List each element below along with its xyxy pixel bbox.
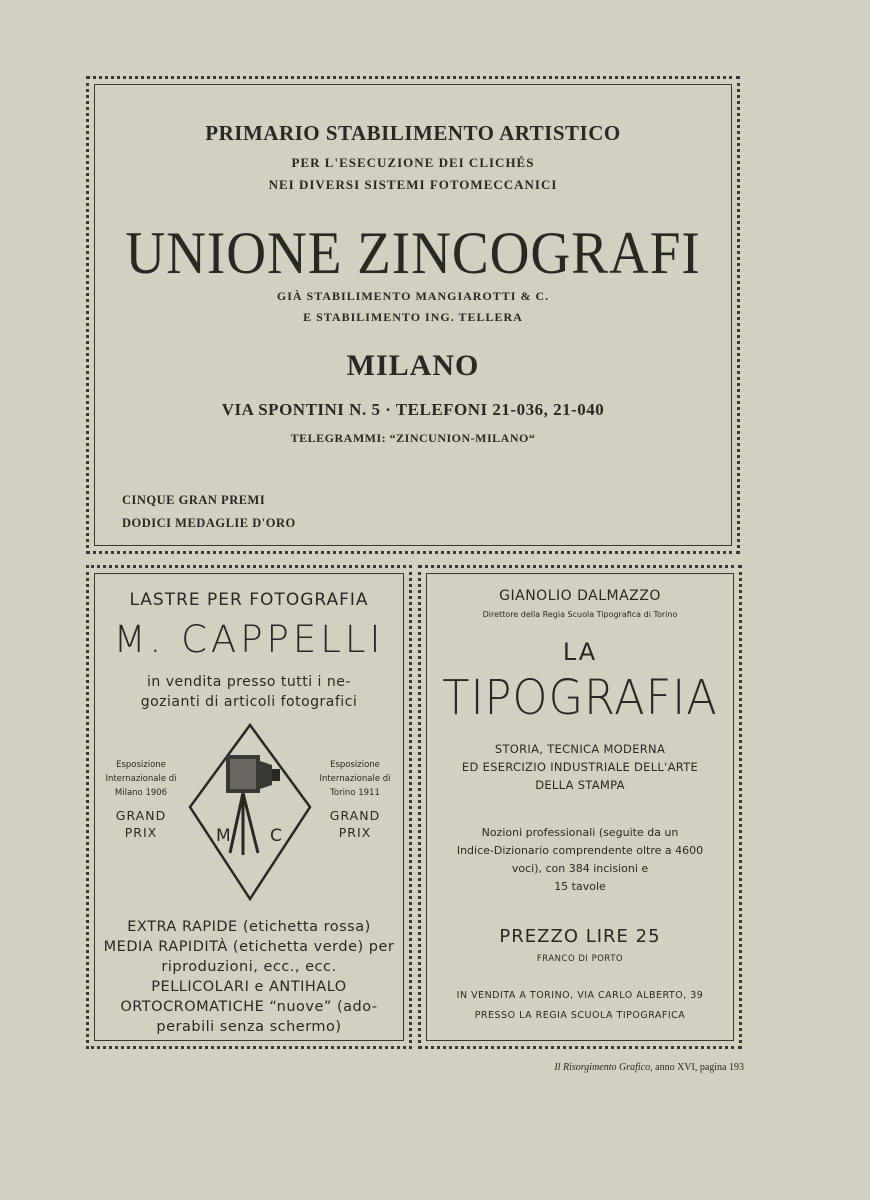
book-title-article: LA	[562, 638, 598, 666]
address-line: VIA SPONTINI N. 5 · TELEFONI 21-036, 21-040	[221, 400, 605, 419]
exhibition-line: Internazionale di	[319, 774, 391, 784]
exhibition-line: Esposizione	[330, 760, 380, 770]
notes-line: voci), con 384 incisioni e	[511, 862, 649, 875]
city-name: MILANO	[346, 349, 480, 382]
brand-name: M. CAPPELLI	[113, 618, 385, 661]
awards-line: CINQUE GRAN PREMI	[122, 493, 266, 507]
grand-prix-label	[315, 807, 395, 841]
price: PREZZO LIRE 25	[499, 926, 661, 947]
product-line: ORTOCROMATICHE “nuove” (ado-	[120, 999, 378, 1015]
description-line: ED ESERCIZIO INDUSTRIALE DELL'ARTE	[461, 760, 699, 774]
author-name: GIANOLIO DALMAZZO	[499, 588, 661, 604]
exhibition-line: Esposizione	[116, 760, 166, 770]
prize-line: PRIX	[338, 825, 372, 840]
ad-subline: NEI DIVERSI SISTEMI FOTOMECCANICI	[268, 177, 558, 192]
prize-line: GRAND	[329, 808, 381, 823]
notes-line: Nozioni professionali (seguite da un	[481, 826, 679, 839]
description-line: STORIA, TECNICA MODERNA	[494, 742, 666, 756]
product-line: EXTRA RAPIDE (etichetta rossa)	[127, 919, 371, 935]
camera-logo	[186, 723, 314, 903]
diamond-frame	[190, 725, 310, 899]
former-name-line: GIÀ STABILIMENTO MANGIAROTTI & C.	[276, 289, 550, 303]
notes-line: Indice-Dizionario comprendente oltre a 4600	[456, 844, 704, 857]
author-title: Direttore della Regia Scuola Tipografica di Torino	[482, 610, 678, 619]
exhibition-line: Torino 1911	[330, 788, 380, 798]
product-line: MEDIA RAPIDITÀ (etichetta verde) per	[103, 939, 395, 955]
issue-info: anno XVI, pagina 193	[655, 1062, 744, 1073]
page-footer	[554, 1062, 744, 1073]
notes-line: 15 tavole	[554, 880, 606, 893]
sale-line: in vendita presso tutti i ne-	[147, 674, 351, 690]
ad-headline: LASTRE PER FOTOGRAFIA	[129, 590, 369, 610]
cappelli-ad	[86, 565, 412, 1049]
journal-name: Il Risorgimento Grafico,	[554, 1062, 653, 1073]
sale-location: PRESSO LA REGIA SCUOLA TIPOGRAFICA	[474, 1010, 686, 1021]
shipping-note: FRANCO DI PORTO	[536, 954, 624, 964]
product-line: perabili senza schermo)	[156, 1019, 342, 1035]
exhibition-milano	[101, 758, 181, 800]
la-tipografia-ad	[418, 565, 742, 1049]
ad-subline: PER L'ESECUZIONE DEI CLICHÉS	[291, 155, 535, 170]
product-line: riproduzioni, ecc., ecc.	[161, 959, 337, 975]
sale-location: IN VENDITA A TORINO, VIA CARLO ALBERTO, 39	[456, 990, 704, 1001]
exhibition-torino	[315, 758, 395, 800]
awards-line: DODICI MEDAGLIE D'ORO	[122, 516, 296, 530]
sale-line: gozianti di articoli fotografici	[140, 694, 358, 710]
unione-zincografi-ad	[86, 76, 740, 554]
grand-prix-label	[101, 807, 181, 841]
prize-line: PRIX	[124, 825, 158, 840]
description-line: DELLA STAMPA	[535, 778, 625, 792]
exhibition-line: Internazionale di	[105, 774, 177, 784]
book-title: TIPOGRAFIA	[442, 670, 718, 726]
logo-letter-m: M	[216, 826, 231, 846]
product-line: PELLICOLARI e ANTIHALO	[151, 979, 347, 995]
telegram-line: TELEGRAMMI: “ZINCUNION-MILANO“	[290, 431, 536, 445]
company-name: UNIONE ZINCOGRAFI	[125, 220, 701, 286]
exhibition-line: Milano 1906	[114, 788, 168, 798]
prize-line: GRAND	[115, 808, 167, 823]
ad-headline: PRIMARIO STABILIMENTO ARTISTICO	[205, 121, 621, 145]
former-name-line: E STABILIMENTO ING. TELLERA	[303, 310, 523, 324]
logo-letter-c: C	[270, 826, 282, 846]
